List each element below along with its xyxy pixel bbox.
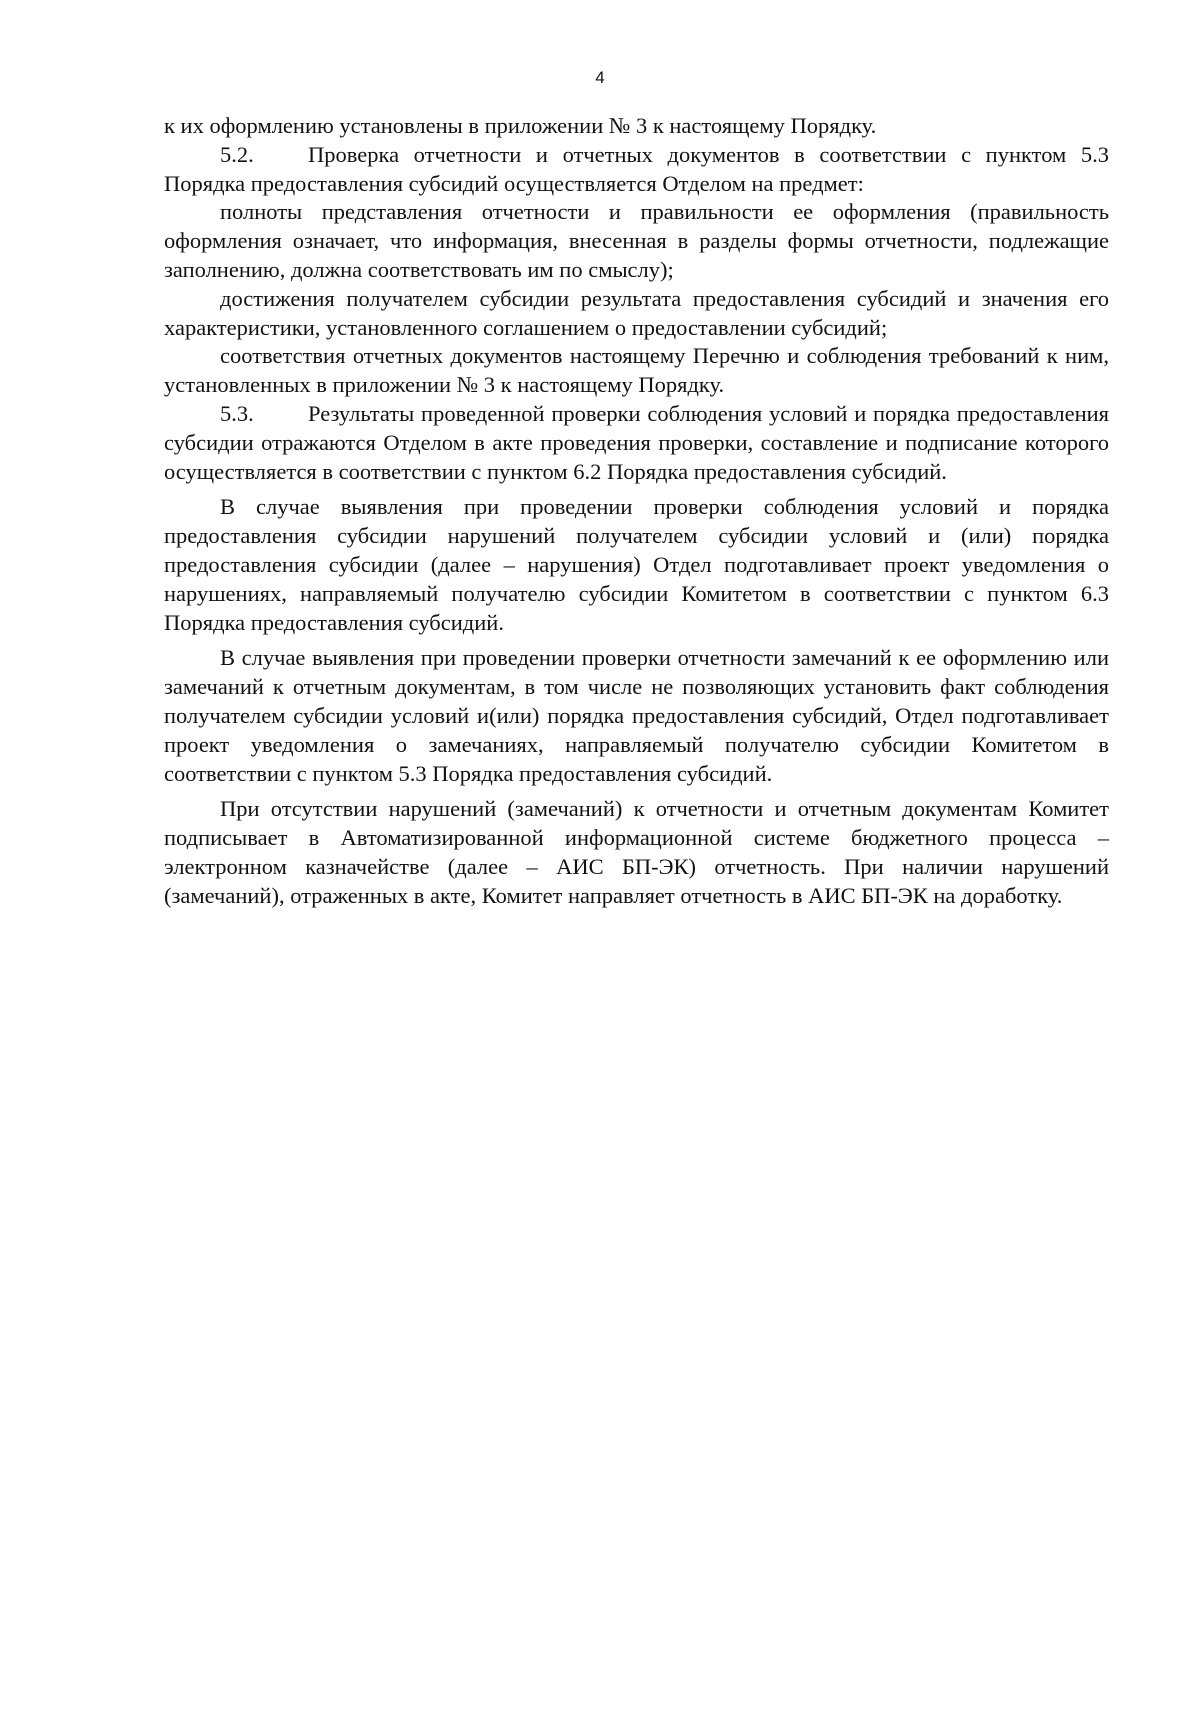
clause-text: Результаты проведенной проверки соблюдения условий и порядка предоставления субсидии отражаются Отделом в акте проведения проверки, составление и подписание которого осуществляется в соответствии с пунктом 6.2 Порядка предоставления субсидий. (164, 400, 1109, 484)
clause-number: 5.3. (220, 400, 254, 426)
paragraph-completeness: полноты представления отчетности и правильности ее оформления (правильность оформления означает, что информация, внесенная в разделы формы отчетности, подлежащие заполнению, должна соответствовать им по смыслу); (164, 199, 1109, 282)
paragraph-conformity: соответствия отчетных документов настоящему Перечню и соблюдения требований к ним, установленных в приложении № 3 к настоящему Порядку. (164, 343, 1109, 398)
paragraph-signing: При отсутствии нарушений (замечаний) к отчетности и отчетным документам Комитет подписывает в Автоматизированной информационной системе бюджетного процесса – электронном казначействе (далее – АИС БП-ЭК) отчетность. При наличии нарушений (замечаний), отраженных в акте, Комитет направляет отчетность в АИС БП-ЭК на доработку. (164, 796, 1109, 908)
paragraph-continuation: к их оформлению установлены в приложении № 3 к настоящему Порядку. (164, 113, 877, 138)
clause-5-2 (164, 141, 1109, 199)
document-body (164, 112, 1109, 911)
clause-5-3 (164, 400, 1109, 486)
paragraph-violations: В случае выявления при проведении проверки соблюдения условий и порядка предоставления субсидии нарушений получателем субсидии условий и (или) порядка предоставления субсидии (далее – нарушения) Отдел подготавливает проект уведомления о нарушениях, направляемый получателю субсидии Комитетом в соответствии с пунктом 6.3 Порядка предоставления субсидий. (164, 494, 1109, 635)
paragraph-achievement: достижения получателем субсидии результата предоставления субсидий и значения его характеристики, установленного соглашением о предоставлении субсидий; (164, 285, 1109, 340)
clause-number: 5.2. (220, 141, 254, 167)
paragraph-remarks: В случае выявления при проведении проверки отчетности замечаний к ее оформлению или замечаний к отчетным документам, в том числе не позволяющих установить факт соблюдения получателем субсидии условий и(или) порядка предоставления субсидий, Отдел подготавливает проект уведомления о замечаниях, направляемый получателю субсидии Комитетом в соответствии с пунктом 5.3 Порядка предоставления субсидий. (164, 645, 1109, 786)
clause-text: Проверка отчетности и отчетных документов в соответствии с пунктом 5.3 Порядка предоставления субсидий осуществляется Отделом на предмет: (164, 141, 1109, 196)
page-number: 4 (595, 68, 605, 87)
